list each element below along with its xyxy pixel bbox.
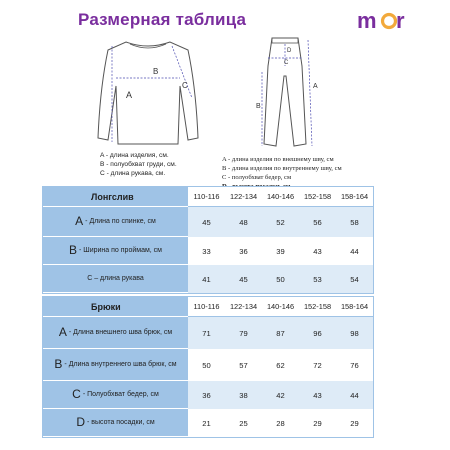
table-cell: 52: [262, 207, 299, 237]
table-cell: 56: [299, 207, 336, 237]
row-letter: B: [69, 243, 78, 257]
table-cell: 57: [225, 349, 262, 381]
size-header: 110-116: [188, 297, 225, 317]
row-letter: C: [72, 387, 81, 401]
table-cell: 53: [299, 265, 336, 293]
size-header: 158-164: [336, 297, 373, 317]
row-letter: A: [58, 325, 67, 339]
table-cell: 42: [262, 381, 299, 409]
table-cell: 33: [188, 237, 225, 265]
table-row: [43, 265, 373, 293]
table-cell: 50: [188, 349, 225, 381]
shirt-legend-b: B - полуобхват груди, см.: [100, 161, 177, 168]
table-cell: 41: [188, 265, 225, 293]
row-label: [43, 265, 188, 293]
longsleeve-diagram: [96, 38, 200, 148]
pants-legend-a: A - длина изделия по внешнему шву, см: [222, 156, 334, 163]
pants-size-table: [42, 296, 374, 438]
table-cell: 98: [336, 317, 373, 349]
table-row: [43, 317, 373, 349]
table-cell: 36: [188, 381, 225, 409]
table-cell: 28: [262, 409, 299, 437]
table-cell: 29: [336, 409, 373, 437]
table-cell: 58: [336, 207, 373, 237]
row-letter: B: [54, 357, 63, 371]
table-cell: 43: [299, 237, 336, 265]
row-label: [43, 207, 188, 237]
longsleeve-header-row: [43, 187, 373, 207]
row-text: - Длина по спинке, см: [85, 218, 156, 225]
table-cell: 50: [262, 265, 299, 293]
row-text: - высота посадки, см: [87, 419, 155, 426]
table-cell: 72: [299, 349, 336, 381]
table-row: [43, 237, 373, 265]
pants-label-a: A: [313, 83, 318, 90]
shirt-label-a: A: [126, 90, 133, 100]
row-text: - Ширина по проймам, см: [79, 247, 162, 254]
pants-legend-c: C - полуобхват бедер, см: [222, 174, 292, 181]
brand-logo: [357, 8, 413, 34]
pants-label-c: C: [284, 60, 289, 66]
table-row: [43, 409, 373, 437]
pants-label-d: D: [287, 48, 292, 54]
pants-header-row: [43, 297, 373, 317]
size-header: 140-146: [262, 187, 299, 207]
row-label: [43, 349, 188, 381]
size-header: 152-158: [299, 187, 336, 207]
row-text: - Длина внутреннего шва брюк, см: [64, 361, 177, 368]
pants-label-b: B: [256, 103, 261, 110]
table-cell: 25: [225, 409, 262, 437]
size-header: 152-158: [299, 297, 336, 317]
shirt-legend-c: C - длина рукава, см.: [100, 170, 166, 177]
shirt-legend-a: A - длина изделия, см.: [100, 152, 169, 159]
size-header: 122-134: [225, 297, 262, 317]
table-cell: 21: [188, 409, 225, 437]
table-row: [43, 207, 373, 237]
svg-text:r: r: [396, 8, 405, 33]
longsleeve-size-table: [42, 186, 374, 294]
table-cell: 54: [336, 265, 373, 293]
row-label: [43, 317, 188, 349]
shirt-label-c: C: [182, 81, 188, 90]
table-cell: 76: [336, 349, 373, 381]
table-cell: 43: [299, 381, 336, 409]
row-label: [43, 237, 188, 265]
table-cell: 96: [299, 317, 336, 349]
table-row: [43, 349, 373, 381]
table-cell: 87: [262, 317, 299, 349]
table-row: [43, 381, 373, 409]
size-header: 140-146: [262, 297, 299, 317]
table-cell: 45: [188, 207, 225, 237]
page-title: Размерная таблица: [78, 10, 247, 29]
shirt-label-b: B: [153, 67, 159, 76]
shirt-legend: [100, 151, 177, 178]
table-cell: 62: [262, 349, 299, 381]
table-cell: 71: [188, 317, 225, 349]
row-letter: A: [75, 214, 84, 228]
row-text: C – длина рукава: [87, 275, 144, 282]
row-letter: D: [76, 415, 85, 429]
row-label: [43, 381, 188, 409]
pants-legend-b: B - длина изделия по внутреннему шву, см: [222, 165, 342, 172]
size-header: 158-164: [336, 187, 373, 207]
row-label: [43, 409, 188, 437]
table-cell: 38: [225, 381, 262, 409]
longsleeve-title: Лонгслив: [43, 187, 188, 207]
row-text: - Длина внешнего шва брюк, см: [68, 329, 173, 336]
table-cell: 48: [225, 207, 262, 237]
pants-diagram: [250, 36, 320, 152]
size-header: 122-134: [225, 187, 262, 207]
size-header: 110-116: [188, 187, 225, 207]
table-cell: 29: [299, 409, 336, 437]
table-cell: 44: [336, 381, 373, 409]
table-cell: 39: [262, 237, 299, 265]
table-cell: 36: [225, 237, 262, 265]
table-cell: 79: [225, 317, 262, 349]
table-cell: 45: [225, 265, 262, 293]
row-text: - Полуобхват бедер, см: [82, 391, 159, 398]
table-cell: 44: [336, 237, 373, 265]
pants-title: Брюки: [43, 297, 188, 317]
svg-text:m: m: [357, 8, 377, 33]
